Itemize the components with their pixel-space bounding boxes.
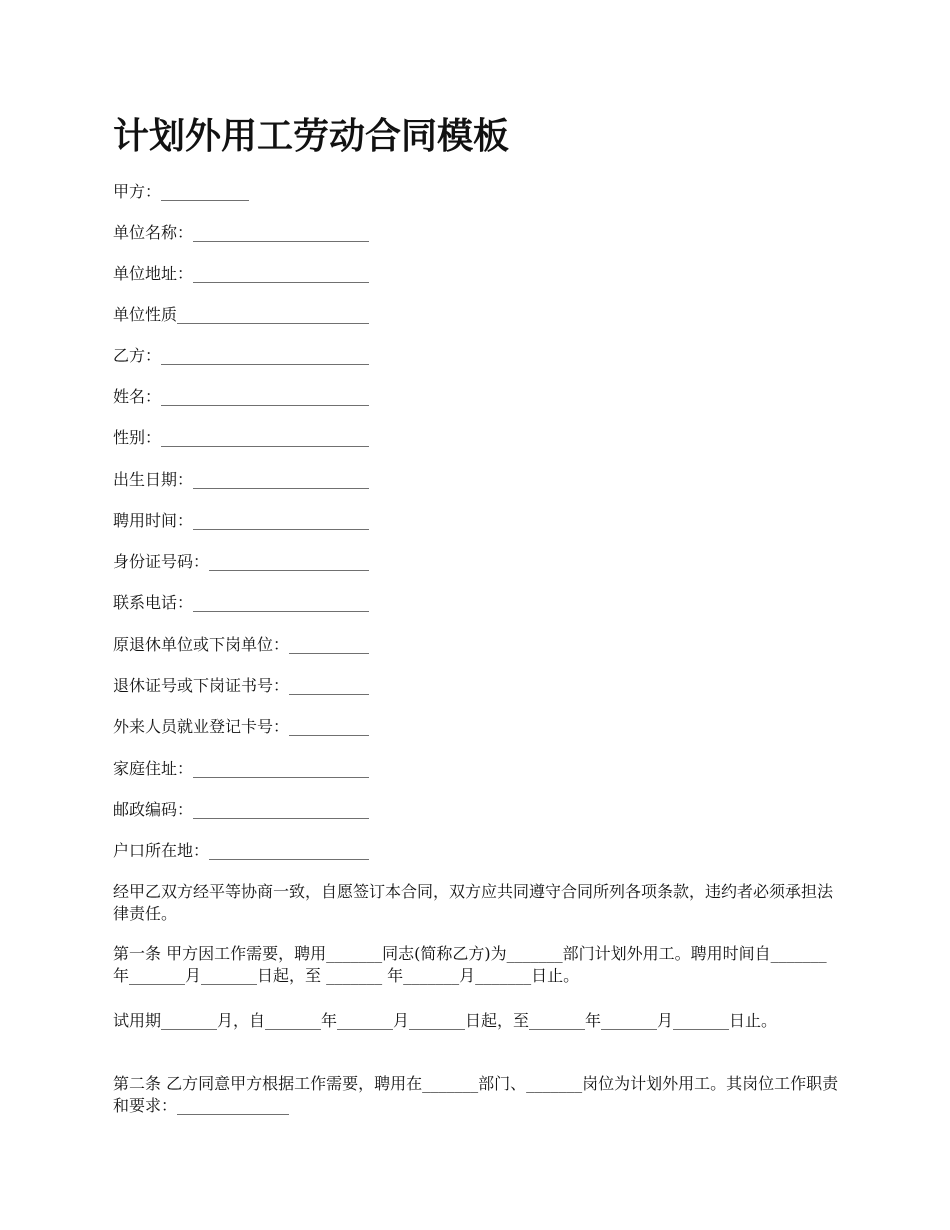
field-id-number: 身份证号码：____________________ <box>113 552 370 571</box>
field-home-address: 家庭住址：______________________ <box>113 759 370 778</box>
field-gender: 性别：__________________________ <box>113 428 370 447</box>
field-postal-code: 邮政编码：______________________ <box>113 800 370 819</box>
field-unit-name: 单位名称：______________________ <box>113 223 370 242</box>
field-unit-nature: 单位性质________________________ <box>113 305 370 324</box>
paragraph-agreement: 经甲乙双方经平等协商一致，自愿签订本合同，双方应共同遵守合同所列各项条款，违约者必须承担法律责任。 <box>113 882 834 923</box>
field-employment-time: 聘用时间：______________________ <box>113 511 370 530</box>
field-household-registration: 户口所在地：____________________ <box>113 841 370 860</box>
field-unit-address: 单位地址：______________________ <box>113 264 370 283</box>
document-title: 计划外用工劳动合同模板 <box>113 116 510 157</box>
field-former-unit: 原退休单位或下岗单位：__________ <box>113 635 370 654</box>
field-registration-card: 外来人员就业登记卡号：__________ <box>113 717 370 736</box>
paragraph-article-2: 第二条 乙方同意甲方根据工作需要，聘用在_______部门、_______岗位为计划外用工。其岗位工作职责和要求：______________ <box>113 1074 839 1115</box>
field-party-a: 甲方：___________ <box>113 182 250 201</box>
field-birth-date: 出生日期：______________________ <box>113 470 370 489</box>
paragraph-article-1: 第一条 甲方因工作需要，聘用_______同志(简称乙方)为_______部门计划外用工。聘用时间自_______年_______月_______日起，至 _______ 年_______月_______日止。 <box>113 944 827 985</box>
field-retirement-certificate: 退休证号或下岗证书号：__________ <box>113 676 370 695</box>
paragraph-probation: 试用期_______月，自_______年_______月_______日起，至_______年_______月_______日止。 <box>113 1011 778 1030</box>
field-party-b: 乙方：__________________________ <box>113 346 370 365</box>
field-phone: 联系电话：______________________ <box>113 593 370 612</box>
field-name: 姓名：__________________________ <box>113 387 370 406</box>
